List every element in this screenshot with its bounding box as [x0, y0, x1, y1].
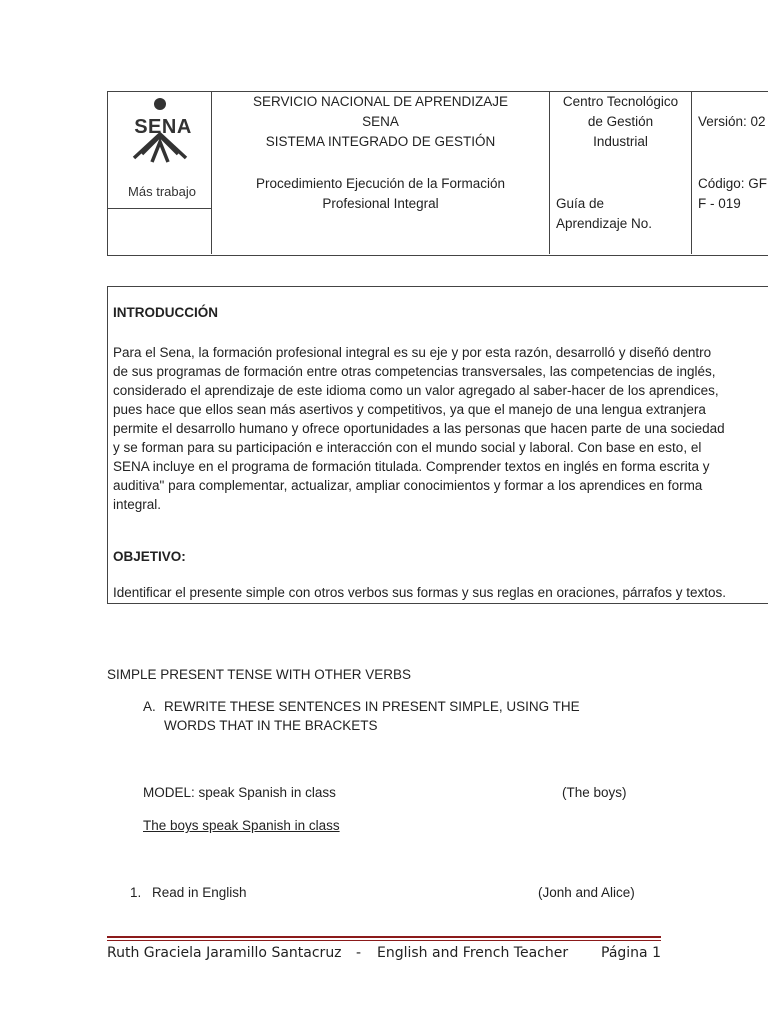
intro-line: y se forman para su participación e interacción con el mundo social y laboral. Con base en esto, el [113, 440, 702, 455]
intro-heading: INTRODUCCIÓN [113, 305, 218, 320]
header-logo-divider [107, 208, 211, 209]
procedure-line-2: Profesional Integral [322, 196, 439, 211]
intro-line: permite el desarrollo humano y ofrece oportunidades a las personas que hacen parte de una sociedad [113, 421, 725, 436]
item-number: 1. [130, 885, 142, 900]
center-line-2: de Gestión [587, 114, 654, 129]
objective-heading: OBJETIVO: [113, 549, 186, 564]
center-line-1: Centro Tecnológico [562, 94, 679, 109]
instruction-marker: A. [143, 699, 156, 714]
item-text: Read in English [152, 885, 247, 900]
model-label: MODEL: speak Spanish in class [143, 785, 336, 800]
intro-line: auditiva" para complementar, actualizar, ampliar conocimientos y formar a los aprendices en forma [113, 478, 703, 493]
institution-line-1: SERVICIO NACIONAL DE APRENDIZAJE [252, 94, 509, 109]
instruction-line-2: WORDS THAT IN THE BRACKETS [164, 718, 378, 733]
footer-rule [107, 940, 661, 941]
footer-author: Ruth Graciela Jaramillo Santacruz [107, 945, 342, 961]
institution-line-3: SISTEMA INTEGRADO DE GESTIÓN [265, 134, 496, 149]
footer-role: English and French Teacher [377, 945, 569, 961]
footer-page: Página 1 [601, 945, 661, 961]
intro-line: Para el Sena, la formación profesional integral es su eje y por esta razón, desarrolló y diseñó dentro [113, 345, 712, 360]
intro-line: SENA incluye en el programa de formación titulada. Comprender textos en inglés en forma escrita y [113, 459, 710, 474]
model-subject: (The boys) [562, 785, 627, 800]
center-line-3: Industrial [593, 134, 648, 149]
sena-logo [112, 96, 208, 208]
intro-line: considerado el aprendizaje de este idioma como un valor agregado al saber-hacer de los aprendices, [113, 383, 719, 398]
procedure-line-1: Procedimiento Ejecución de la Formación [255, 176, 506, 191]
item-subject: (Jonh and Alice) [538, 885, 635, 900]
intro-line: de sus programas de formación entre otras competencias transversales, las competencias de inglés, [113, 364, 716, 379]
footer-separator: - [356, 945, 362, 961]
objective-text: Identificar el presente simple con otros verbos sus formas y sus reglas en oraciones, párrafos y textos. [113, 585, 727, 600]
intro-line: integral. [113, 497, 162, 512]
code-line-1: Código: GF [698, 176, 768, 191]
instruction-line-1: REWRITE THESE SENTENCES IN PRESENT SIMPLE, USING THE [164, 699, 580, 714]
section-title: SIMPLE PRESENT TENSE WITH OTHER VERBS [107, 667, 412, 682]
guide-line-1: Guía de [556, 196, 605, 211]
header-divider [691, 91, 692, 254]
version-label: Versión: 02 [698, 114, 766, 129]
intro-line: pues hace que ellos sean más asertivos y competitivos, ya que el manejo de una lengua extranjera [113, 402, 706, 417]
logo-text: SENA [134, 116, 192, 138]
institution-line-2: SENA [362, 114, 399, 129]
code-line-2: F - 019 [698, 196, 741, 211]
model-answer: The boys speak Spanish in class [143, 818, 340, 833]
footer-rule [107, 936, 661, 938]
logo-tagline: Más trabajo [128, 184, 196, 199]
guide-line-2: Aprendizaje No. [556, 216, 653, 231]
